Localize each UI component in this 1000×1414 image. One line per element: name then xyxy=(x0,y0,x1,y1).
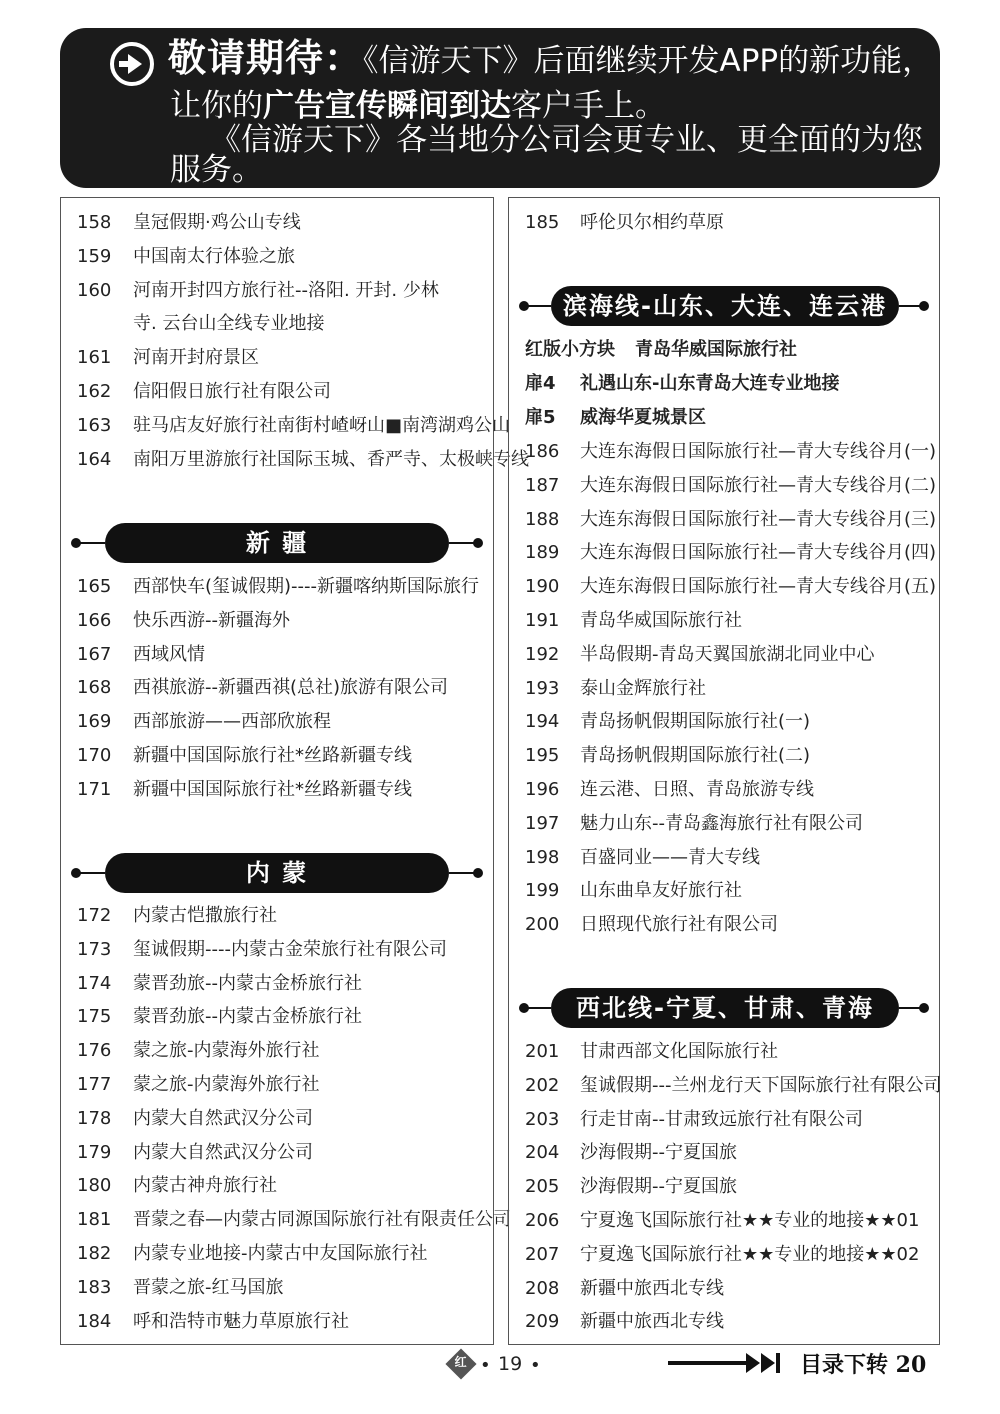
item-title: 日照现代旅行社有限公司 xyxy=(580,914,778,936)
item-title: 百盛同业——青大专线 xyxy=(580,846,760,868)
bullet-dot-icon xyxy=(71,538,81,548)
item-title: 宁夏逸飞国际旅行社★★专业的地接★★02 xyxy=(580,1243,920,1265)
item-number: 158 xyxy=(77,212,112,233)
item-number: 208 xyxy=(525,1277,560,1299)
item-title: 蒙之旅-内蒙海外旅行社 xyxy=(133,1074,320,1095)
item-title: 皇冠假期·鸡公山专线 xyxy=(133,212,301,233)
item-title: 蒙晋劲旅--内蒙古金桥旅行社 xyxy=(133,972,362,994)
item-number: 175 xyxy=(77,1006,112,1028)
item-number: 178 xyxy=(77,1107,112,1129)
item-title: 甘肃西部文化国际旅行社 xyxy=(580,1041,778,1062)
section-header xyxy=(61,853,493,893)
banner-line-4: 服务。 xyxy=(170,152,263,188)
item-number: 209 xyxy=(525,1311,560,1333)
banner-highlight: 广告宣传瞬间到达 xyxy=(263,88,511,124)
item-number: 203 xyxy=(525,1108,560,1130)
item-number: 168 xyxy=(77,677,112,699)
item-number: 194 xyxy=(525,711,560,733)
item-title: 魅力山东--青岛鑫海旅行社有限公司 xyxy=(580,812,863,834)
item-title: 快乐西游--新疆海外 xyxy=(133,609,290,631)
item-title: 呼和浩特市魅力草原旅行社 xyxy=(133,1310,349,1332)
bullet-dot-icon xyxy=(473,538,483,548)
item-title: 内蒙古神舟旅行社 xyxy=(133,1175,277,1197)
item-title: 西祺旅游--新疆西祺(总社)旅游有限公司 xyxy=(133,677,449,699)
item-number: 187 xyxy=(525,474,560,496)
item-number: 171 xyxy=(77,778,112,800)
page-dot-right: • xyxy=(530,1355,541,1376)
item-title: 呼伦贝尔相约草原 xyxy=(580,212,724,233)
bullet-dot-icon xyxy=(71,868,81,878)
item-title: 沙海假期--宁夏国旅 xyxy=(580,1142,737,1164)
item-title: 礼遇山东-山东青岛大连专业地接 xyxy=(580,372,840,394)
item-title: 宁夏逸飞国际旅行社★★专业的地接★★01 xyxy=(580,1210,920,1231)
section-title: 滨海线-山东、大连、连云港 xyxy=(551,286,899,326)
item-number: 196 xyxy=(525,779,560,800)
bullet-dot-icon xyxy=(919,301,929,311)
item-number: 206 xyxy=(525,1210,560,1231)
item-number: 202 xyxy=(525,1074,560,1096)
section-title: 新 疆 xyxy=(105,523,449,563)
bullet-dot-icon xyxy=(519,301,529,311)
item-number: 199 xyxy=(525,880,560,902)
bullet-dot-icon xyxy=(473,868,483,878)
item-title: 西部快车(玺诚假期)----新疆喀纳斯国际旅行 xyxy=(133,576,480,597)
item-title: 半岛假期-青岛天翼国旅湖北同业中心 xyxy=(580,643,875,665)
item-number: 193 xyxy=(525,677,560,699)
item-title: 青岛华威国际旅行社 xyxy=(580,610,742,631)
bullet-dot-icon xyxy=(919,1003,929,1013)
item-number: 197 xyxy=(525,812,560,834)
item-number: 177 xyxy=(77,1074,112,1095)
left-column xyxy=(60,197,529,1345)
item-number: 204 xyxy=(525,1142,560,1164)
item-number: 180 xyxy=(77,1175,112,1197)
item-number: 207 xyxy=(525,1243,560,1265)
section-title: 内 蒙 xyxy=(105,853,449,893)
item-number: 173 xyxy=(77,938,112,960)
item-title: 青岛扬帆假期国际旅行社(一) xyxy=(580,711,811,733)
item-title: 大连东海假日国际旅行社—青大专线谷月(二) xyxy=(580,474,937,496)
item-title: 河南开封四方旅行社--洛阳. 开封. 少林 xyxy=(133,279,439,301)
item-number: 174 xyxy=(77,972,112,994)
banner-line-2c: 客户手上。 xyxy=(511,88,666,124)
section-header xyxy=(509,286,939,326)
right-column xyxy=(508,197,940,1345)
banner-lead: 敬请期待： xyxy=(168,36,364,80)
item-number: 169 xyxy=(77,711,112,733)
bullet-dot-icon xyxy=(519,1003,529,1013)
item-number: 189 xyxy=(525,542,560,564)
page-dot-left: • xyxy=(480,1355,491,1376)
item-number: 扉5 xyxy=(525,406,556,428)
item-title: 内蒙大自然武汉分公司 xyxy=(133,1107,313,1129)
item-title: 信阳假日旅行社有限公司 xyxy=(133,381,331,402)
section-title: 西北线-宁夏、甘肃、青海 xyxy=(551,988,899,1028)
item-number: 176 xyxy=(77,1040,112,1062)
item-title: 青岛华威国际旅行社 xyxy=(635,339,797,360)
item-number: 172 xyxy=(77,905,112,926)
item-title: 寺. 云台山全线专业地接 xyxy=(133,313,325,335)
item-number: 186 xyxy=(525,441,560,462)
item-number: 188 xyxy=(525,508,560,530)
item-title: 大连东海假日国际旅行社—青大专线谷月(四) xyxy=(580,542,937,564)
item-title: 山东曲阜友好旅行社 xyxy=(580,880,742,902)
fast-forward-arrow-icon xyxy=(668,1350,788,1376)
item-number: 201 xyxy=(525,1041,560,1062)
red-diamond-logo-icon xyxy=(445,1348,476,1379)
item-title: 玺诚假期---兰州龙行天下国际旅行社有限公司 xyxy=(580,1074,942,1096)
item-number: 扉4 xyxy=(525,372,556,394)
page-number: 19 xyxy=(498,1353,523,1375)
item-number: 170 xyxy=(77,745,112,766)
section-header xyxy=(61,523,493,563)
item-number: 183 xyxy=(77,1276,112,1298)
item-title: 新疆中旅西北专线 xyxy=(580,1277,724,1299)
item-title: 蒙之旅-内蒙海外旅行社 xyxy=(133,1040,320,1062)
banner-line-2a: 让你的 xyxy=(170,88,263,124)
item-title: 晋蒙之春—内蒙古同源国际旅行社有限责任公司 xyxy=(133,1209,511,1231)
banner-line-3: 《信游天下》各当地分公司会更专业、更全面的为您 xyxy=(210,122,923,158)
next-page-reference: 目录下转 20 xyxy=(800,1352,927,1378)
item-number: 191 xyxy=(525,610,560,631)
item-number: 160 xyxy=(77,279,112,301)
item-number: 192 xyxy=(525,643,560,665)
item-number: 163 xyxy=(77,414,112,436)
item-title: 青岛扬帆假期国际旅行社(二) xyxy=(580,745,811,767)
item-title: 大连东海假日国际旅行社—青大专线谷月(三) xyxy=(580,508,937,530)
item-number: 165 xyxy=(77,576,112,597)
banner-line-2 xyxy=(170,88,666,124)
item-number: 200 xyxy=(525,914,560,936)
logo-char: 红 xyxy=(454,1355,467,1370)
item-title: 内蒙古恺撒旅行社 xyxy=(133,905,277,926)
item-number: 184 xyxy=(77,1310,112,1332)
item-title: 泰山金辉旅行社 xyxy=(580,677,706,699)
item-title: 内蒙专业地接-内蒙古中友国际旅行社 xyxy=(133,1243,428,1264)
item-title: 玺诚假期----内蒙古金荣旅行社有限公司 xyxy=(133,938,447,960)
item-title: 西部旅游——西部欣旅程 xyxy=(133,711,331,733)
item-title: 中国南太行体验之旅 xyxy=(133,245,295,267)
item-title: 行走甘南--甘肃致远旅行社有限公司 xyxy=(580,1108,863,1130)
item-number: 181 xyxy=(77,1209,112,1231)
item-title: 新疆中旅西北专线 xyxy=(580,1311,724,1333)
item-title: 新疆中国国际旅行社*丝路新疆专线 xyxy=(133,778,412,800)
item-number: 159 xyxy=(77,245,112,267)
item-title: 西域风情 xyxy=(133,643,205,665)
item-number: 162 xyxy=(77,381,112,402)
item-number: 182 xyxy=(77,1243,112,1264)
item-number: 198 xyxy=(525,846,560,868)
item-title: 河南开封府景区 xyxy=(133,347,259,369)
banner-line-1-text: 《信游天下》后面继续开发APP的新功能， xyxy=(363,43,934,79)
item-title: 威海华夏城景区 xyxy=(580,406,706,428)
item-title: 蒙晋劲旅--内蒙古金桥旅行社 xyxy=(133,1006,362,1028)
item-number: 161 xyxy=(77,347,112,369)
item-number: 190 xyxy=(525,576,560,598)
item-title: 晋蒙之旅-红马国旅 xyxy=(133,1276,284,1298)
banner-line-1 xyxy=(168,36,934,80)
item-title: 大连东海假日国际旅行社—青大专线谷月(五) xyxy=(580,576,937,598)
announcement-banner xyxy=(60,28,940,188)
item-number: 红版小方块 xyxy=(525,339,615,360)
arrow-right-circle-icon xyxy=(110,42,154,86)
item-title: 驻马店友好旅行社南街村嵖岈山■南湾湖鸡公山 xyxy=(133,414,511,436)
item-number: 185 xyxy=(525,212,560,233)
item-number: 166 xyxy=(77,609,112,631)
item-title: 南阳万里游旅行社国际玉城、香严寺、太极峡专线 xyxy=(133,448,529,470)
item-number: 167 xyxy=(77,643,112,665)
section-header xyxy=(509,988,939,1028)
item-title: 内蒙大自然武汉分公司 xyxy=(133,1141,313,1163)
item-number: 205 xyxy=(525,1176,560,1198)
item-title: 大连东海假日国际旅行社—青大专线谷月(一) xyxy=(580,441,937,462)
item-title: 沙海假期--宁夏国旅 xyxy=(580,1176,737,1198)
item-number: 179 xyxy=(77,1141,112,1163)
item-title: 新疆中国国际旅行社*丝路新疆专线 xyxy=(133,745,412,766)
item-number: 195 xyxy=(525,745,560,767)
item-number: 164 xyxy=(77,448,112,470)
item-title: 连云港、日照、青岛旅游专线 xyxy=(580,779,814,800)
